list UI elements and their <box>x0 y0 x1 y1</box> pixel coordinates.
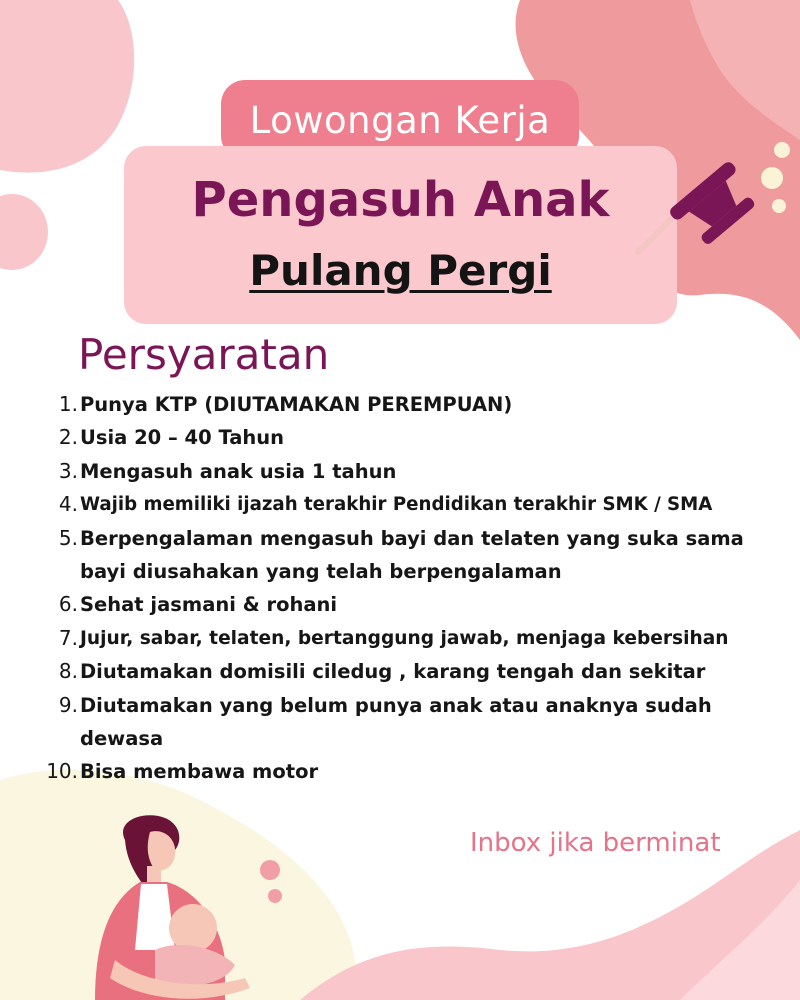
list-item <box>40 755 790 788</box>
list-item-text: Jujur, sabar, telaten, bertanggung jawab, menjaga kebersihan <box>80 627 729 649</box>
list-item-text: Diutamakan yang belum punya anak atau anaknya sudah dewasa <box>80 693 712 751</box>
job-title: Pengasuh Anak <box>191 172 610 228</box>
list-item-text: Sehat jasmani & rohani <box>80 593 338 617</box>
requirements-heading: Persyaratan <box>78 330 330 379</box>
list-item-text: Punya KTP (DIUTAMAKAN PEREMPUAN) <box>80 393 513 416</box>
list-item-text: Mengasuh anak usia 1 tahun <box>80 459 397 483</box>
list-item-number: 7. <box>58 625 78 650</box>
job-subtitle: Pulang Pergi <box>249 246 552 295</box>
list-item <box>40 455 790 488</box>
blob-left-small <box>0 194 48 270</box>
blob-top-left <box>0 0 134 173</box>
dot-cream-2 <box>774 142 790 158</box>
list-item-text: Berpengalaman mengasuh bayi dan telaten yang suka sama bayi diusahakan yang telah berpengalaman <box>80 526 744 584</box>
list-item-number: 1. <box>58 392 78 416</box>
list-item-number: 9. <box>58 692 78 717</box>
title-box <box>124 146 677 324</box>
list-item-number: 5. <box>58 525 78 550</box>
list-item-number: 8. <box>58 659 78 684</box>
list-item-number: 10. <box>46 759 78 784</box>
list-item-number: 3. <box>58 458 78 483</box>
inbox-cta: Inbox jika berminat <box>470 828 721 858</box>
list-item-number: 4. <box>58 492 78 517</box>
job-vacancy-label: Lowongan Kerja <box>249 98 551 142</box>
list-item <box>40 622 790 655</box>
list-item <box>40 588 790 621</box>
list-item <box>40 689 790 756</box>
list-item <box>40 388 790 421</box>
list-item-text: Bisa membawa motor <box>80 760 319 784</box>
list-item <box>40 522 790 589</box>
list-item-text: Diutamakan domisili ciledug , karang tengah dan sekitar <box>80 660 706 684</box>
list-item-number: 2. <box>58 425 78 450</box>
dot-cream-3 <box>772 199 786 213</box>
list-item <box>40 655 790 688</box>
list-item <box>40 421 790 454</box>
push-pin-icon <box>628 142 768 262</box>
list-item-number: 6. <box>58 592 78 617</box>
requirements-list <box>40 388 790 789</box>
list-item-text: Wajib memiliki ijazah terakhir Pendidikan terakhir SMK / SMA <box>80 494 713 516</box>
list-item-text: Usia 20 – 40 Tahun <box>80 426 285 450</box>
mother-holding-baby-illustration <box>55 810 280 1000</box>
list-item <box>40 488 790 521</box>
